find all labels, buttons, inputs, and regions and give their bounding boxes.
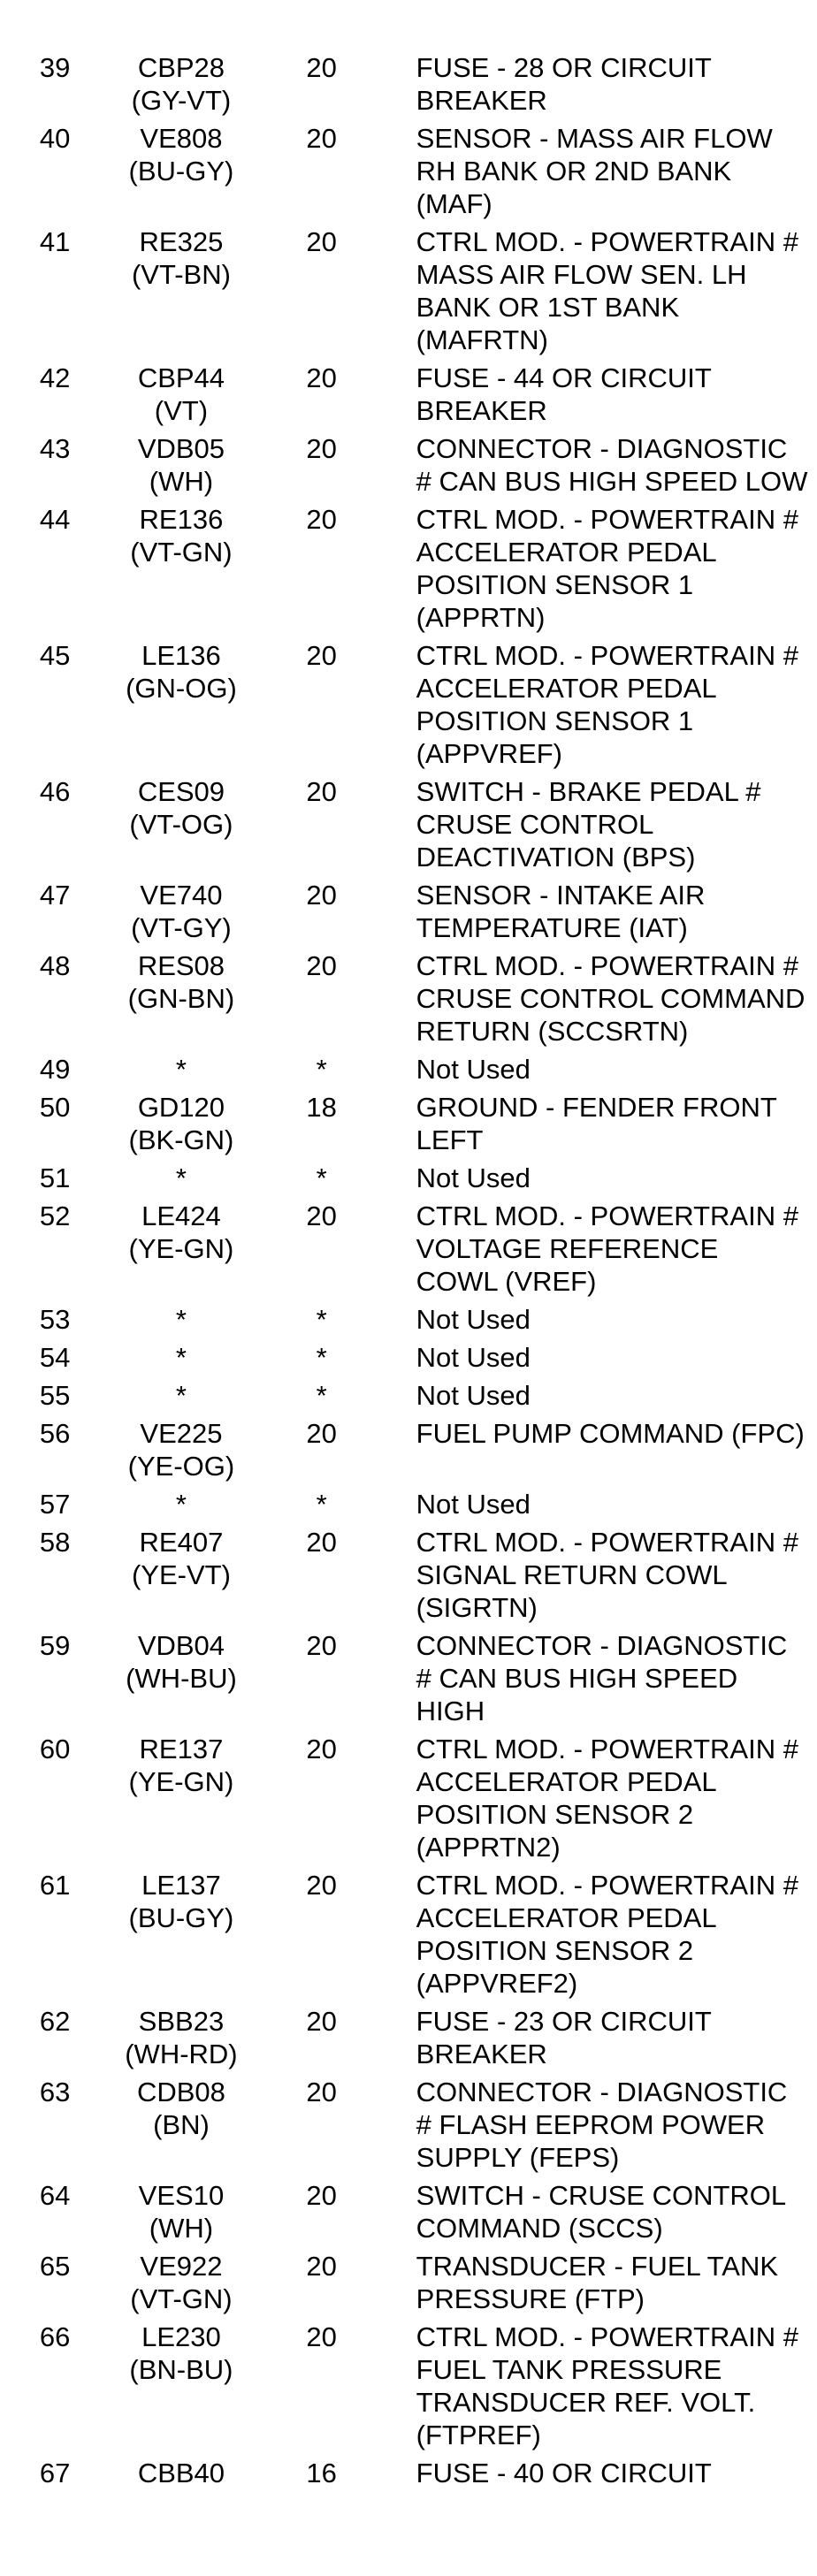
wire-gauge: 20 (306, 433, 337, 464)
table-row (0, 879, 817, 949)
pin-number: 55 (39, 1380, 71, 1411)
circuit-description: FUSE - 28 OR CIRCUIT BREAKER (416, 52, 712, 116)
table-row (0, 1869, 817, 2005)
circuit-description: CTRL MOD. - POWERTRAIN # MASS AIR FLOW SEN. LH BANK OR 1ST BANK (MAFRTN) (416, 226, 798, 355)
table-row (0, 1379, 817, 1417)
wire-gauge: * (316, 1054, 327, 1085)
circuit-code: VE225 (YE-OG) (127, 1418, 235, 1482)
circuit-description: TRANSDUCER - FUEL TANK PRESSURE (FTP) (416, 2251, 779, 2314)
pin-number: 42 (39, 362, 71, 393)
table-row (0, 1733, 817, 1869)
pin-number: 64 (39, 2180, 71, 2211)
circuit-description: FUEL PUMP COMMAND (FPC) (416, 1418, 805, 1449)
wire-gauge: 20 (306, 52, 337, 83)
table-row (0, 122, 817, 225)
pin-number: 49 (39, 1054, 71, 1085)
wire-gauge: 20 (306, 226, 337, 257)
table-row (0, 1629, 817, 1733)
wire-gauge: 20 (306, 2077, 337, 2107)
circuit-description: SWITCH - BRAKE PEDAL # CRUSE CONTROL DEACTIVATION (BPS) (416, 776, 761, 873)
pin-number: 51 (39, 1162, 71, 1193)
wire-gauge: 20 (306, 504, 337, 535)
table-row (0, 949, 817, 1053)
wire-gauge: 20 (306, 2251, 337, 2282)
circuit-code: LE230 (BN-BU) (129, 2321, 233, 2385)
wire-gauge: 20 (306, 1630, 337, 1661)
circuit-description: Not Used (416, 1342, 531, 1373)
table-row (0, 1341, 817, 1379)
wire-gauge: 20 (306, 123, 337, 154)
wire-gauge: 20 (306, 1418, 337, 1449)
wire-gauge: 20 (306, 1200, 337, 1231)
table-row (0, 2250, 817, 2321)
table-row (0, 1162, 817, 1200)
circuit-code: CDB08 (BN) (136, 2077, 225, 2140)
circuit-code: CBP28 (GY-VT) (131, 52, 232, 116)
wire-gauge: 20 (306, 880, 337, 911)
pin-number: 63 (39, 2077, 71, 2107)
pin-number: 41 (39, 226, 71, 257)
circuit-code: VE740 (VT-GY) (131, 880, 232, 943)
circuit-code: * (175, 1162, 187, 1193)
circuit-description: SENSOR - INTAKE AIR TEMPERATURE (IAT) (416, 880, 706, 943)
wire-gauge: * (316, 1342, 327, 1373)
circuit-code: RE325 (VT-BN) (131, 226, 231, 290)
circuit-description: Not Used (416, 1489, 531, 1520)
pin-number: 54 (39, 1342, 71, 1373)
circuit-description: CTRL MOD. - POWERTRAIN # SIGNAL RETURN COWL (SIGRTN) (416, 1527, 798, 1623)
table-row (0, 432, 817, 503)
circuit-description: FUSE - 23 OR CIRCUIT BREAKER (416, 2006, 712, 2069)
circuit-description: FUSE - 40 OR CIRCUIT (416, 2458, 712, 2488)
circuit-code: LE424 (YE-GN) (128, 1200, 234, 1264)
wire-gauge: 20 (306, 2006, 337, 2037)
pin-number: 40 (39, 123, 71, 154)
circuit-description: CTRL MOD. - POWERTRAIN # VOLTAGE REFERENCE COWL (VREF) (416, 1200, 798, 1297)
table-row (0, 2457, 817, 2495)
circuit-code: RE137 (YE-GN) (128, 1734, 234, 1797)
pin-number: 61 (39, 1870, 71, 1901)
circuit-code: * (175, 1380, 187, 1411)
pin-number: 44 (39, 504, 71, 535)
pin-number: 66 (39, 2321, 71, 2352)
pin-number: 57 (39, 1489, 71, 1520)
circuit-code: VE808 (BU-GY) (128, 123, 234, 187)
wire-gauge: 20 (306, 1527, 337, 1558)
wire-gauge: 20 (306, 2180, 337, 2211)
table-row (0, 1303, 817, 1341)
table-row (0, 1200, 817, 1303)
circuit-code: RE136 (VT-GN) (130, 504, 233, 568)
circuit-description: CTRL MOD. - POWERTRAIN # CRUSE CONTROL COMMAND RETURN (SCCSRTN) (416, 950, 806, 1047)
wire-gauge: * (316, 1304, 327, 1335)
circuit-code: SBB23 (WH-RD) (125, 2006, 238, 2069)
circuit-description: CONNECTOR - DIAGNOSTIC # CAN BUS HIGH SPEED LOW (416, 433, 808, 497)
circuit-description: Not Used (416, 1304, 531, 1335)
table-row (0, 2076, 817, 2179)
wire-gauge: 16 (306, 2458, 337, 2488)
circuit-description: CTRL MOD. - POWERTRAIN # ACCELERATOR PEDAL POSITION SENSOR 2 (APPVREF2) (416, 1870, 798, 1999)
pin-number: 53 (39, 1304, 71, 1335)
pin-number: 46 (39, 776, 71, 807)
circuit-description: SENSOR - MASS AIR FLOW RH BANK OR 2ND BANK (MAF) (416, 123, 773, 219)
circuit-description: Not Used (416, 1380, 531, 1411)
circuit-code: GD120 (BK-GN) (128, 1092, 234, 1155)
circuit-code: CBP44 (VT) (137, 362, 225, 426)
circuit-description: CTRL MOD. - POWERTRAIN # ACCELERATOR PEDAL POSITION SENSOR 1 (APPVREF) (416, 640, 798, 769)
circuit-description: CONNECTOR - DIAGNOSTIC # FLASH EEPROM POWER SUPPLY (FEPS) (416, 2077, 788, 2173)
wire-gauge: 20 (306, 362, 337, 393)
circuit-code: CES09 (VT-OG) (129, 776, 233, 840)
circuit-code: * (175, 1489, 187, 1520)
table-row (0, 225, 817, 362)
wire-gauge: 18 (306, 1092, 337, 1123)
circuit-code: * (175, 1054, 187, 1085)
pin-number: 43 (39, 433, 71, 464)
circuit-code: VDB04 (WH-BU) (126, 1630, 237, 1694)
circuit-code: LE136 (GN-OG) (126, 640, 237, 704)
wire-gauge: 20 (306, 1734, 337, 1764)
table-row (0, 1053, 817, 1091)
circuit-description: CTRL MOD. - POWERTRAIN # ACCELERATOR PEDAL POSITION SENSOR 2 (APPRTN2) (416, 1734, 798, 1863)
circuit-description: Not Used (416, 1054, 531, 1085)
circuit-code: RE407 (YE-VT) (131, 1527, 231, 1590)
table-row (0, 1488, 817, 1526)
table-row (0, 775, 817, 879)
pin-number: 52 (39, 1200, 71, 1231)
table-row (0, 1526, 817, 1629)
circuit-code: VES10 (WH) (138, 2180, 225, 2244)
wire-gauge: 20 (306, 640, 337, 671)
circuit-code: * (175, 1342, 187, 1373)
table-row (0, 503, 817, 639)
table-row (0, 639, 817, 775)
circuit-code: LE137 (BU-GY) (128, 1870, 234, 1933)
pin-number: 56 (39, 1418, 71, 1449)
circuit-description: CTRL MOD. - POWERTRAIN # FUEL TANK PRESSURE TRANSDUCER REF. VOLT. (FTPREF) (416, 2321, 798, 2450)
table-row (0, 2179, 817, 2250)
pin-number: 62 (39, 2006, 71, 2037)
circuit-description: Not Used (416, 1162, 531, 1193)
table-row (0, 2321, 817, 2457)
table-row (0, 2005, 817, 2076)
pin-number: 67 (39, 2458, 71, 2488)
wire-gauge: * (316, 1162, 327, 1193)
table-row (0, 362, 817, 432)
table-row (0, 1091, 817, 1162)
circuit-code: VDB05 (WH) (137, 433, 225, 497)
pin-number: 65 (39, 2251, 71, 2282)
pin-number: 47 (39, 880, 71, 911)
wire-gauge: * (316, 1489, 327, 1520)
pin-number: 39 (39, 52, 71, 83)
circuit-description: CTRL MOD. - POWERTRAIN # ACCELERATOR PEDAL POSITION SENSOR 1 (APPRTN) (416, 504, 798, 633)
circuit-description: FUSE - 44 OR CIRCUIT BREAKER (416, 362, 712, 426)
circuit-code: VE922 (VT-GN) (130, 2251, 233, 2314)
circuit-code: RES08 (GN-BN) (127, 950, 235, 1014)
wire-gauge: * (316, 1380, 327, 1411)
circuit-description: SWITCH - CRUSE CONTROL COMMAND (SCCS) (416, 2180, 787, 2244)
pin-number: 60 (39, 1734, 71, 1764)
table-row (0, 51, 817, 122)
circuit-code: CBB40 (137, 2458, 225, 2488)
wire-gauge: 20 (306, 950, 337, 981)
pin-number: 50 (39, 1092, 71, 1123)
wire-gauge: 20 (306, 776, 337, 807)
table-row (0, 1417, 817, 1488)
pin-number: 59 (39, 1630, 71, 1661)
circuit-description: GROUND - FENDER FRONT LEFT (416, 1092, 777, 1155)
wire-gauge: 20 (306, 2321, 337, 2352)
circuit-description: CONNECTOR - DIAGNOSTIC # CAN BUS HIGH SPEED HIGH (416, 1630, 788, 1726)
pin-number: 45 (39, 640, 71, 671)
pin-number: 58 (39, 1527, 71, 1558)
pin-number: 48 (39, 950, 71, 981)
circuit-code: * (175, 1304, 187, 1335)
wire-gauge: 20 (306, 1870, 337, 1901)
